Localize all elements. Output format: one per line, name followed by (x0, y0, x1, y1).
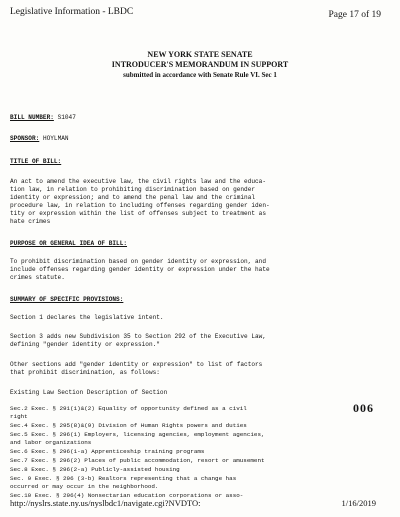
summary-paragraph: Other sections add "gender identity or expression" to list of factors (10, 361, 263, 368)
provision-row: Sec.10 Exec. § 296(4) Nonsectarian education corporations or asso- (10, 492, 244, 500)
header-page-number: Page 17 of 19 (328, 10, 381, 20)
provision-row: Sec.8 Exec. § 296(2-a) Publicly-assisted housing (10, 466, 180, 474)
summary-heading: SUMMARY OF SPECIFIC PROVISIONS: (10, 296, 124, 303)
sponsor-label: SPONSOR: (10, 135, 40, 142)
memo-title (0, 50, 400, 80)
title-of-bill-line: tity or expression within the list of offenses subject to treatment as (10, 210, 266, 217)
title-line-1: NEW YORK STATE SENATE (147, 50, 253, 59)
provisions-table-header: Existing Law Section Description of Section (10, 389, 168, 396)
purpose-line: include offenses regarding gender identity or expression under the hate (10, 266, 270, 273)
header-source: Legislative Information - LBDC (10, 7, 134, 17)
footer-date: 1/16/2019 (341, 498, 376, 508)
summary-paragraph: Section 3 adds new Subdivision 35 to Section 292 of the Executive Law, (10, 333, 266, 340)
footer-url: http://nyslrs.state.ny.us/nyslbdc1/navigate.cgi?NVDTO: (10, 498, 201, 508)
summary-paragraph: Section 1 declares the legislative intent. (10, 314, 164, 321)
bill-number-label: BILL NUMBER: (10, 114, 54, 121)
bill-number-row (10, 114, 76, 122)
title-line-3: submitted in accordance with Senate Rule VI. Sec 1 (123, 71, 277, 79)
title-of-bill-line: tion law, in relation to prohibiting discrimination based on gender (10, 186, 256, 193)
provision-row-continuation: occurred or may occur in the neighborhood. (10, 483, 159, 490)
provision-row-continuation: right (10, 412, 28, 420)
title-of-bill-heading: TITLE OF BILL: (10, 158, 62, 165)
summary-paragraph: defining "gender identity or expression." (10, 341, 160, 348)
title-of-bill-line: procedure law, in relation to including offenses regarding gender iden- (10, 202, 270, 209)
title-of-bill-line: An act to amend the executive law, the civil rights law and the educa- (10, 178, 266, 185)
provision-row: Sec. 9 Exec. § 296 (3-b) Realtors representing that a change has (10, 475, 237, 483)
purpose-heading: PURPOSE OR GENERAL IDEA OF BILL: (10, 240, 128, 247)
provision-row-continuation: and labor organizations (10, 438, 92, 446)
provision-row: Sec.2 Exec. § 291(1)&(2) Equality of opportunity defined as a civil (10, 405, 247, 412)
provision-row: Sec.6 Exec. § 296(1-a) Apprenticeship training programs (10, 447, 205, 455)
sponsor-value: HOYLMAN (42, 135, 69, 142)
purpose-line: To prohibit discrimination based on gender identity or expression, and (10, 258, 266, 265)
provision-row: Sec.7 Exec. § 296(2) Places of public accommodation, resort or amusement (10, 457, 265, 464)
purpose-line: crimes statute. (10, 274, 65, 281)
sponsor-row (10, 135, 69, 143)
summary-paragraph: that prohibit discrimination, as follows: (10, 369, 160, 376)
title-of-bill-line: hate crimes (10, 218, 51, 225)
title-line-2: INTRODUCER'S MEMORANDUM IN SUPPORT (111, 60, 289, 69)
provision-row: Sec.5 Exec. § 296(1) Employers, licensing agencies, employment agencies, (10, 431, 265, 438)
title-of-bill-line: identity or expression; and to amend the penal law and the criminal (10, 194, 256, 201)
page-stamp: 006 (353, 401, 374, 415)
provision-row: Sec.4 Exec. § 295(8)&(9) Division of Human Rights powers and duties (10, 421, 247, 429)
bill-number-value: S1047 (57, 114, 76, 121)
